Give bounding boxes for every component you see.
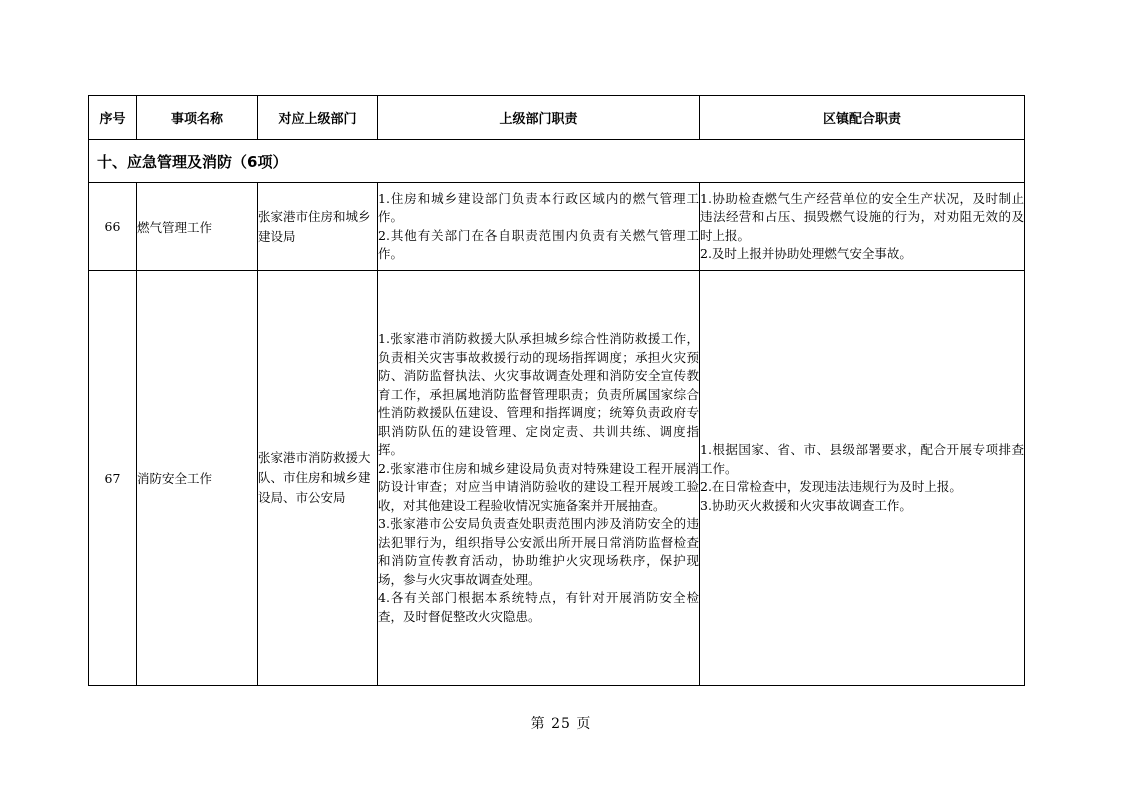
section-title: 十、应急管理及消防（6项） [89,140,1025,183]
row-number: 67 [89,271,137,686]
coop-paragraph: 1.协助检查燃气生产经营单位的安全生产状况，及时制止违法经营和占压、损毁燃气设施的行为，对劝阻无效的及时上报。 [700,190,1024,243]
cooperation-duties [700,271,1025,686]
header-row [89,96,1025,140]
section-row [89,140,1025,183]
coop-paragraph: 2.在日常检查中，发现违法违规行为及时上报。 [700,479,962,494]
coop-paragraph: 3.协助灭火救援和火灾事故调查工作。 [700,497,912,513]
header-coop: 区镇配合职责 [700,96,1025,140]
table-row [89,183,1025,271]
header-duties: 上级部门职责 [378,96,700,140]
row-number: 66 [89,183,137,271]
item-name: 燃气管理工作 [137,183,258,271]
header-dept: 对应上级部门 [258,96,378,140]
duty-paragraph: 1.张家港市消防救援大队承担城乡综合性消防救援工作，负责相关灾害事故救援行动的现场指挥调度；承担火灾预防、消防监督执法、火灾事故调查处理和消防安全宣传教育工作，承担属地消防监督管理职责；负责所属国家综合性消防救援队伍建设、管理和指挥调度；统筹负责政府专职消防队伍的建设管理、定岗定责、共训共练、调度指挥。 [378,331,699,457]
item-name: 消防安全工作 [137,271,258,686]
superior-duties [378,271,700,686]
duty-paragraph: 2.张家港市住房和城乡建设局负责对特殊建设工程开展消防设计审查；对应当申请消防验收的建设工程开展竣工验收，对其他建设工程验收情况实施备案并开展抽查。 [378,460,699,513]
superior-department: 张家港市住房和城乡建设局 [258,183,378,271]
coop-paragraph: 2.及时上报并协助处理燃气安全事故。 [700,246,912,261]
duty-paragraph: 2.其他有关部门在各自职责范围内负责有关燃气管理工作。 [378,227,699,261]
header-name: 事项名称 [137,96,258,140]
table-row [89,271,1025,686]
superior-duties [378,183,700,271]
duty-paragraph: 1.住房和城乡建设部门负责本行政区域内的燃气管理工作。 [378,190,699,224]
cooperation-duties [700,183,1025,271]
page-number: 第 25 页 [530,716,592,732]
duty-paragraph: 4.各有关部门根据本系统特点，有针对开展消防安全检查，及时督促整改火灾隐患。 [378,590,699,624]
duty-table [88,95,1025,686]
duty-paragraph: 3.张家港市公安局负责查处职责范围内涉及消防安全的违法犯罪行为，组织指导公安派出所开展日常消防监督检查和消防宣传教育活动，协助维护火灾现场秩序，保护现场，参与火灾事故调查处理。 [378,516,699,587]
coop-paragraph: 1.根据国家、省、市、县级部署要求，配合开展专项排查工作。 [700,442,1024,476]
superior-department: 张家港市消防救援大队、市住房和城乡建设局、市公安局 [258,271,378,686]
header-num: 序号 [89,96,137,140]
